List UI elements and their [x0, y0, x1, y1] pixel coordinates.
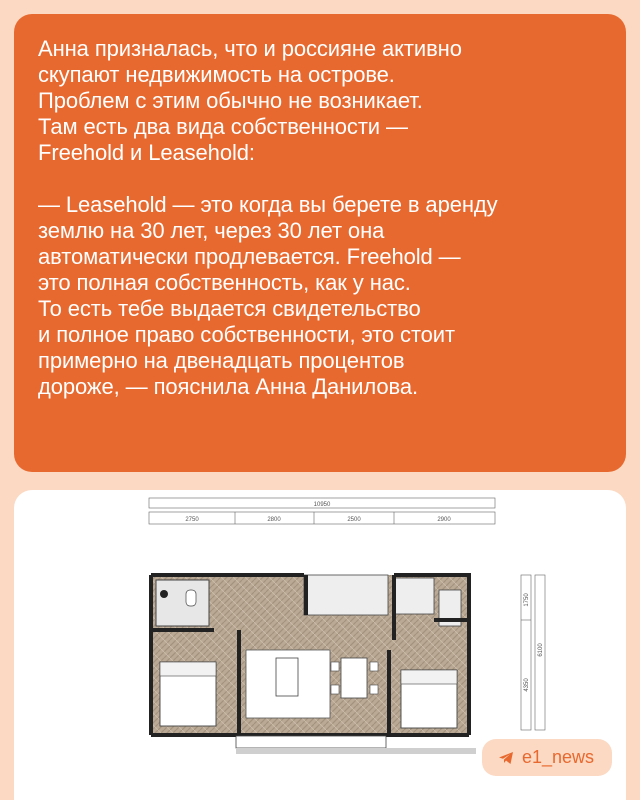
quote-card — [14, 14, 626, 472]
floor-plan-image — [14, 490, 626, 800]
wardrobe-right — [394, 578, 434, 614]
dim-segment-1: 2750 — [185, 517, 199, 523]
balcony — [236, 736, 386, 748]
dim-side-1: 1750 — [524, 593, 530, 607]
dim-side-2: 6100 — [538, 643, 544, 657]
dining-table — [341, 658, 367, 698]
kitchen — [304, 575, 388, 615]
source-badge[interactable] — [482, 739, 612, 776]
telegram-icon — [498, 751, 514, 765]
dim-segment-2: 2800 — [267, 517, 281, 523]
dim-segment-3: 2500 — [347, 517, 361, 523]
dim-side-3: 4350 — [524, 678, 530, 692]
dim-total-label: 10950 — [313, 502, 331, 508]
source-label: e1_news — [521, 747, 594, 767]
sofa — [276, 658, 298, 696]
quote-paragraph-2: — Leasehold — это когда вы берете в аренду землю на 30 лет, через 30 лет она автоматически продлевается. Freehold — это полная собственность, как у нас. То есть тебе выдается свидетельство и полное право собственности, это стоит примерно на двенадцать процентов дороже, — пояснила Анна Данилова. — [38, 192, 498, 399]
bathroom — [156, 580, 209, 626]
dim-segment-4: 2900 — [437, 517, 451, 523]
quote-paragraph-1: Анна призналась, что и россияне активно скупают недвижимость на острове. Проблем с этим обычно не возникает. Там есть два вида собственности — Freehold и Leasehold: — [38, 36, 462, 165]
